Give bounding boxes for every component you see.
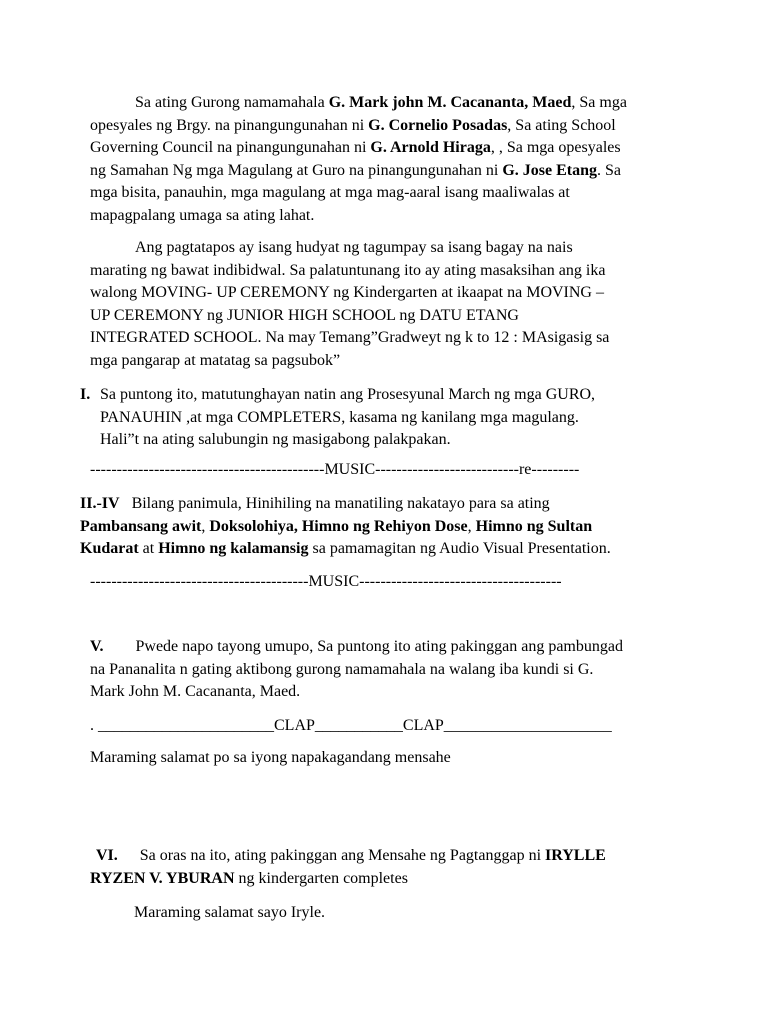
hymn-title: Kudarat — [80, 540, 139, 557]
greeting-text: mga bisita, panauhin, mga magulang at mga mag-aaral isang maaliwalas at — [90, 184, 570, 201]
item-number: II.-IV — [80, 495, 120, 512]
thanks-message: Maraming salamat po sa iyong napakagandang mensahe — [90, 749, 451, 766]
item-text: Mark John M. Cacananta, Maed. — [90, 683, 301, 700]
greeting-paragraph — [90, 92, 690, 227]
speaker-name: RYZEN V. YBURAN — [90, 869, 235, 887]
item-text: Sa oras na ito, ating pakinggan ang Mensahe ng Pagtanggap ni — [139, 847, 546, 864]
intro-text: Ang pagtatapos ay isang hudyat ng tagumpay sa isang bagay na nais — [135, 239, 573, 256]
separator: , — [201, 517, 210, 535]
item-text: Sa puntong ito, matutunghayan natin ang Prosesyunal March ng mga GURO, — [100, 386, 596, 403]
greeting-text: , Sa ating School — [507, 116, 616, 134]
music-divider: --------------------------------------------MUSIC---------------------------re--------- — [90, 461, 580, 478]
greeting-text: Sa ating Gurong namamahala — [135, 94, 329, 111]
item-number: V. — [90, 638, 104, 655]
anthem-title: Pambansang awit — [80, 517, 202, 535]
sgc-leader-name: G. Arnold Hiraga — [370, 139, 491, 156]
hymn-title: Himno ng Sultan — [475, 517, 593, 535]
greeting-text: . Sa — [597, 161, 622, 179]
clap-line: . ______________________CLAP___________CLAP_____________________ — [90, 717, 612, 734]
hymn-title: Himno ng kalamansig — [158, 540, 309, 557]
intro-text: marating ng bawat indibidwal. Sa palatuntunang ito ay ating masaksihan ang ika — [90, 261, 606, 279]
item-text: na Pananalita n gating aktibong gurong namamahala na walang iba kundi si G. — [90, 660, 594, 678]
greeting-text: , Sa mga — [571, 94, 627, 111]
item-text: Pwede napo tayong umupo, Sa puntong ito ating pakinggan ang pambungad — [135, 638, 623, 655]
program-item-II-IV — [80, 493, 690, 561]
speaker-name: IRYLLE — [545, 847, 606, 864]
item-text: Hali”t na ating salubungin ng masigabong palakpakan. — [100, 431, 451, 448]
separator: at — [138, 540, 159, 557]
intro-text: INTEGRATED SCHOOL. Na may Temang”Gradweyt ng k to 12 : MAsigasig sa — [90, 329, 610, 346]
intro-text: mga pangarap at matatag sa pagsubok” — [90, 351, 341, 369]
program-item-I — [80, 384, 690, 454]
program-item-VI — [90, 845, 690, 890]
pta-leader-name: G. Jose Etang — [502, 161, 598, 179]
program-item-V — [90, 636, 690, 704]
item-text: ng kindergarten completes — [234, 869, 408, 887]
greeting-text: Governing Council na pinangungunahan ni — [90, 139, 371, 156]
item-text: Bilang panimula, Hinihiling na manatiling nakatayo para sa ating — [131, 495, 550, 512]
hymn-title: Doksolohiya, Himno ng Rehiyon Dose — [209, 517, 468, 535]
intro-text: UP CEREMONY ng JUNIOR HIGH SCHOOL ng DATU ETANG — [90, 306, 519, 324]
item-text: sa pamamagitan ng Audio Visual Presentation. — [308, 540, 611, 557]
greeting-text: mapagpalang umaga sa ating lahat. — [90, 206, 315, 224]
intro-paragraph — [90, 237, 690, 372]
greeting-text: , , Sa mga opesyales — [490, 139, 621, 156]
item-number: I. — [80, 386, 91, 403]
greeting-text: ng Samahan Ng mga Magulang at Guro na pinangungunahan ni — [90, 161, 503, 179]
item-number: VI. — [96, 847, 118, 864]
music-divider: -----------------------------------------MUSIC-------------------------------------- — [90, 573, 562, 590]
brgy-leader-name: G. Cornelio Posadas — [368, 116, 508, 134]
thanks-message: Maraming salamat sayo Iryle. — [134, 904, 326, 921]
separator: , — [467, 517, 476, 535]
greeting-text: opesyales ng Brgy. na pinangungunahan ni — [90, 116, 369, 134]
principal-name: G. Mark john M. Cacananta, Maed — [328, 94, 572, 111]
item-text: PANAUHIN ,at mga COMPLETERS, kasama ng kanilang mga magulang. — [100, 408, 579, 426]
intro-text: walong MOVING- UP CEREMONY ng Kindergarten at ikaapat na MOVING – — [90, 284, 604, 301]
